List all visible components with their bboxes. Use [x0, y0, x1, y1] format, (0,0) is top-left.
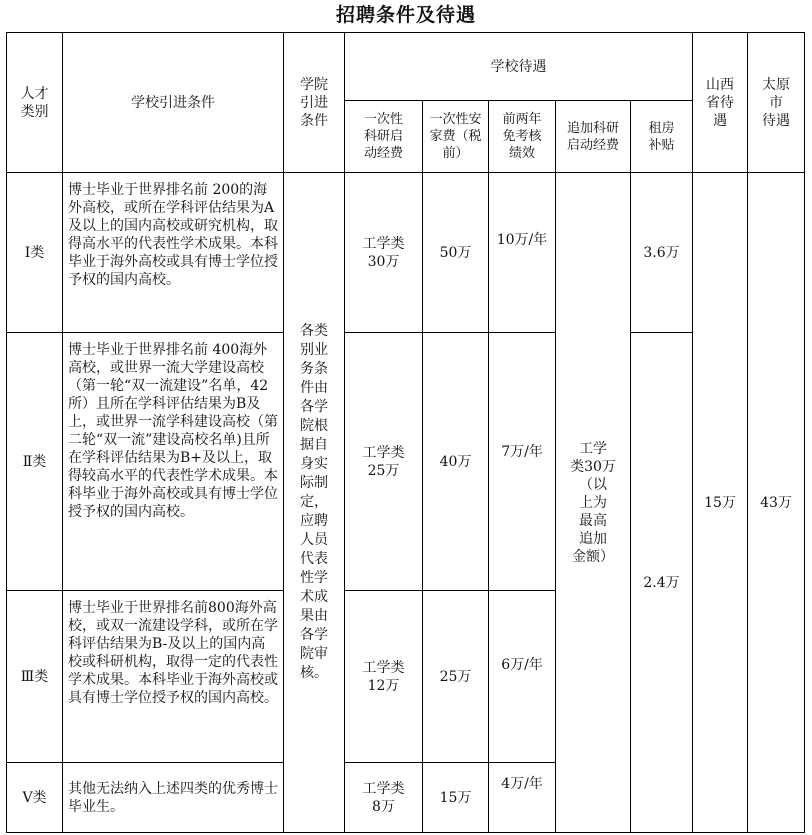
- row-exempt: 6万/年: [489, 591, 556, 763]
- row-settle-fee: 50万: [423, 173, 489, 333]
- row-rent: 2.4万: [631, 333, 693, 833]
- row-conditions: 博士毕业于世界排名前 400海外高校，或世界一流大学建设高校（第一轮“双一流建设”名单，42 所）且所在学科评估结果为B及上，或世界一流学科建设高校（第二轮“双一流”建设高校名单)且所在学科评估结果为B+及以上，取得较高水平的代表性学术成果。本科毕业于海外高校或具有博士学位授予权的国内高校。: [63, 333, 284, 591]
- header-category: 人才 类别: [7, 33, 63, 173]
- page-title: 招聘条件及待遇: [335, 4, 476, 26]
- row-startup-fund: 工学类 12万: [345, 591, 423, 763]
- row-category: Ⅰ类: [7, 173, 63, 333]
- header-shanxi: 山西 省待 遇: [693, 33, 748, 173]
- recruitment-table: [6, 32, 805, 833]
- row-exempt: 4万/年: [489, 763, 556, 833]
- row-conditions: 博士毕业于世界排名前800海外高校，或双一流建设学科，或所在学科评估结果为B-及以上的国内高校或科研机构，取得一定的代表性学术成果。本科毕业于海外高校或具有博士学位授予权的国内高校。: [63, 591, 284, 763]
- row-settle-fee: 40万: [423, 333, 489, 591]
- header-school-benefits: 学校待遇: [345, 33, 693, 101]
- row-startup-fund: 工学类 25万: [345, 333, 423, 591]
- college-conditions-text: 各类 别业 务条 件由 各学 院根 据自 身实 际制 定， 应聘 人员 代表 性学 术成 果由 各学 院审 核。: [284, 173, 345, 833]
- row-category: Ⅱ类: [7, 333, 63, 591]
- row-startup-fund: 工学类 8万: [345, 763, 423, 833]
- taiyuan-value: 43万: [748, 173, 805, 833]
- row-rent: 3.6万: [631, 173, 693, 333]
- row-conditions: 博士毕业于世界排名前 200的海外高校，或所在学科评估结果为A及以上的国内高校或研究机构，取得高水平的代表性学术成果。本科毕业于海外高校或具有博士学位授予权的国内高校。: [63, 173, 284, 333]
- shanxi-value: 15万: [693, 173, 748, 833]
- header-settle-fee: 一次性安 家费（税 前）: [423, 101, 489, 173]
- header-exempt: 前两年 免考核 绩效: [489, 101, 556, 173]
- header-extra-fund: 追加科研 启动经费: [556, 101, 631, 173]
- row-settle-fee: 15万: [423, 763, 489, 833]
- table-row: [7, 173, 805, 333]
- row-settle-fee: 25万: [423, 591, 489, 763]
- table-row: [7, 333, 805, 591]
- row-category: V类: [7, 763, 63, 833]
- header-rent: 租房 补贴: [631, 101, 693, 173]
- header-college-conditions: 学院 引进 条件: [284, 33, 345, 173]
- row-exempt: 7万/年: [489, 333, 556, 591]
- row-startup-fund: 工学类 30万: [345, 173, 423, 333]
- header-row-1: [7, 33, 805, 101]
- row-conditions: 其他无法纳入上述四类的优秀博士毕业生。: [63, 763, 284, 833]
- header-school-conditions: 学校引进条件: [63, 33, 284, 173]
- extra-fund-text: 工学 类30万 （以 上为 最高 追加 金额）: [556, 173, 631, 833]
- row-exempt: 10万/年: [489, 173, 556, 333]
- header-startup-fund: 一次性 科研启 动经费: [345, 101, 423, 173]
- row-category: Ⅲ类: [7, 591, 63, 763]
- header-taiyuan: 太原 市 待遇: [748, 33, 805, 173]
